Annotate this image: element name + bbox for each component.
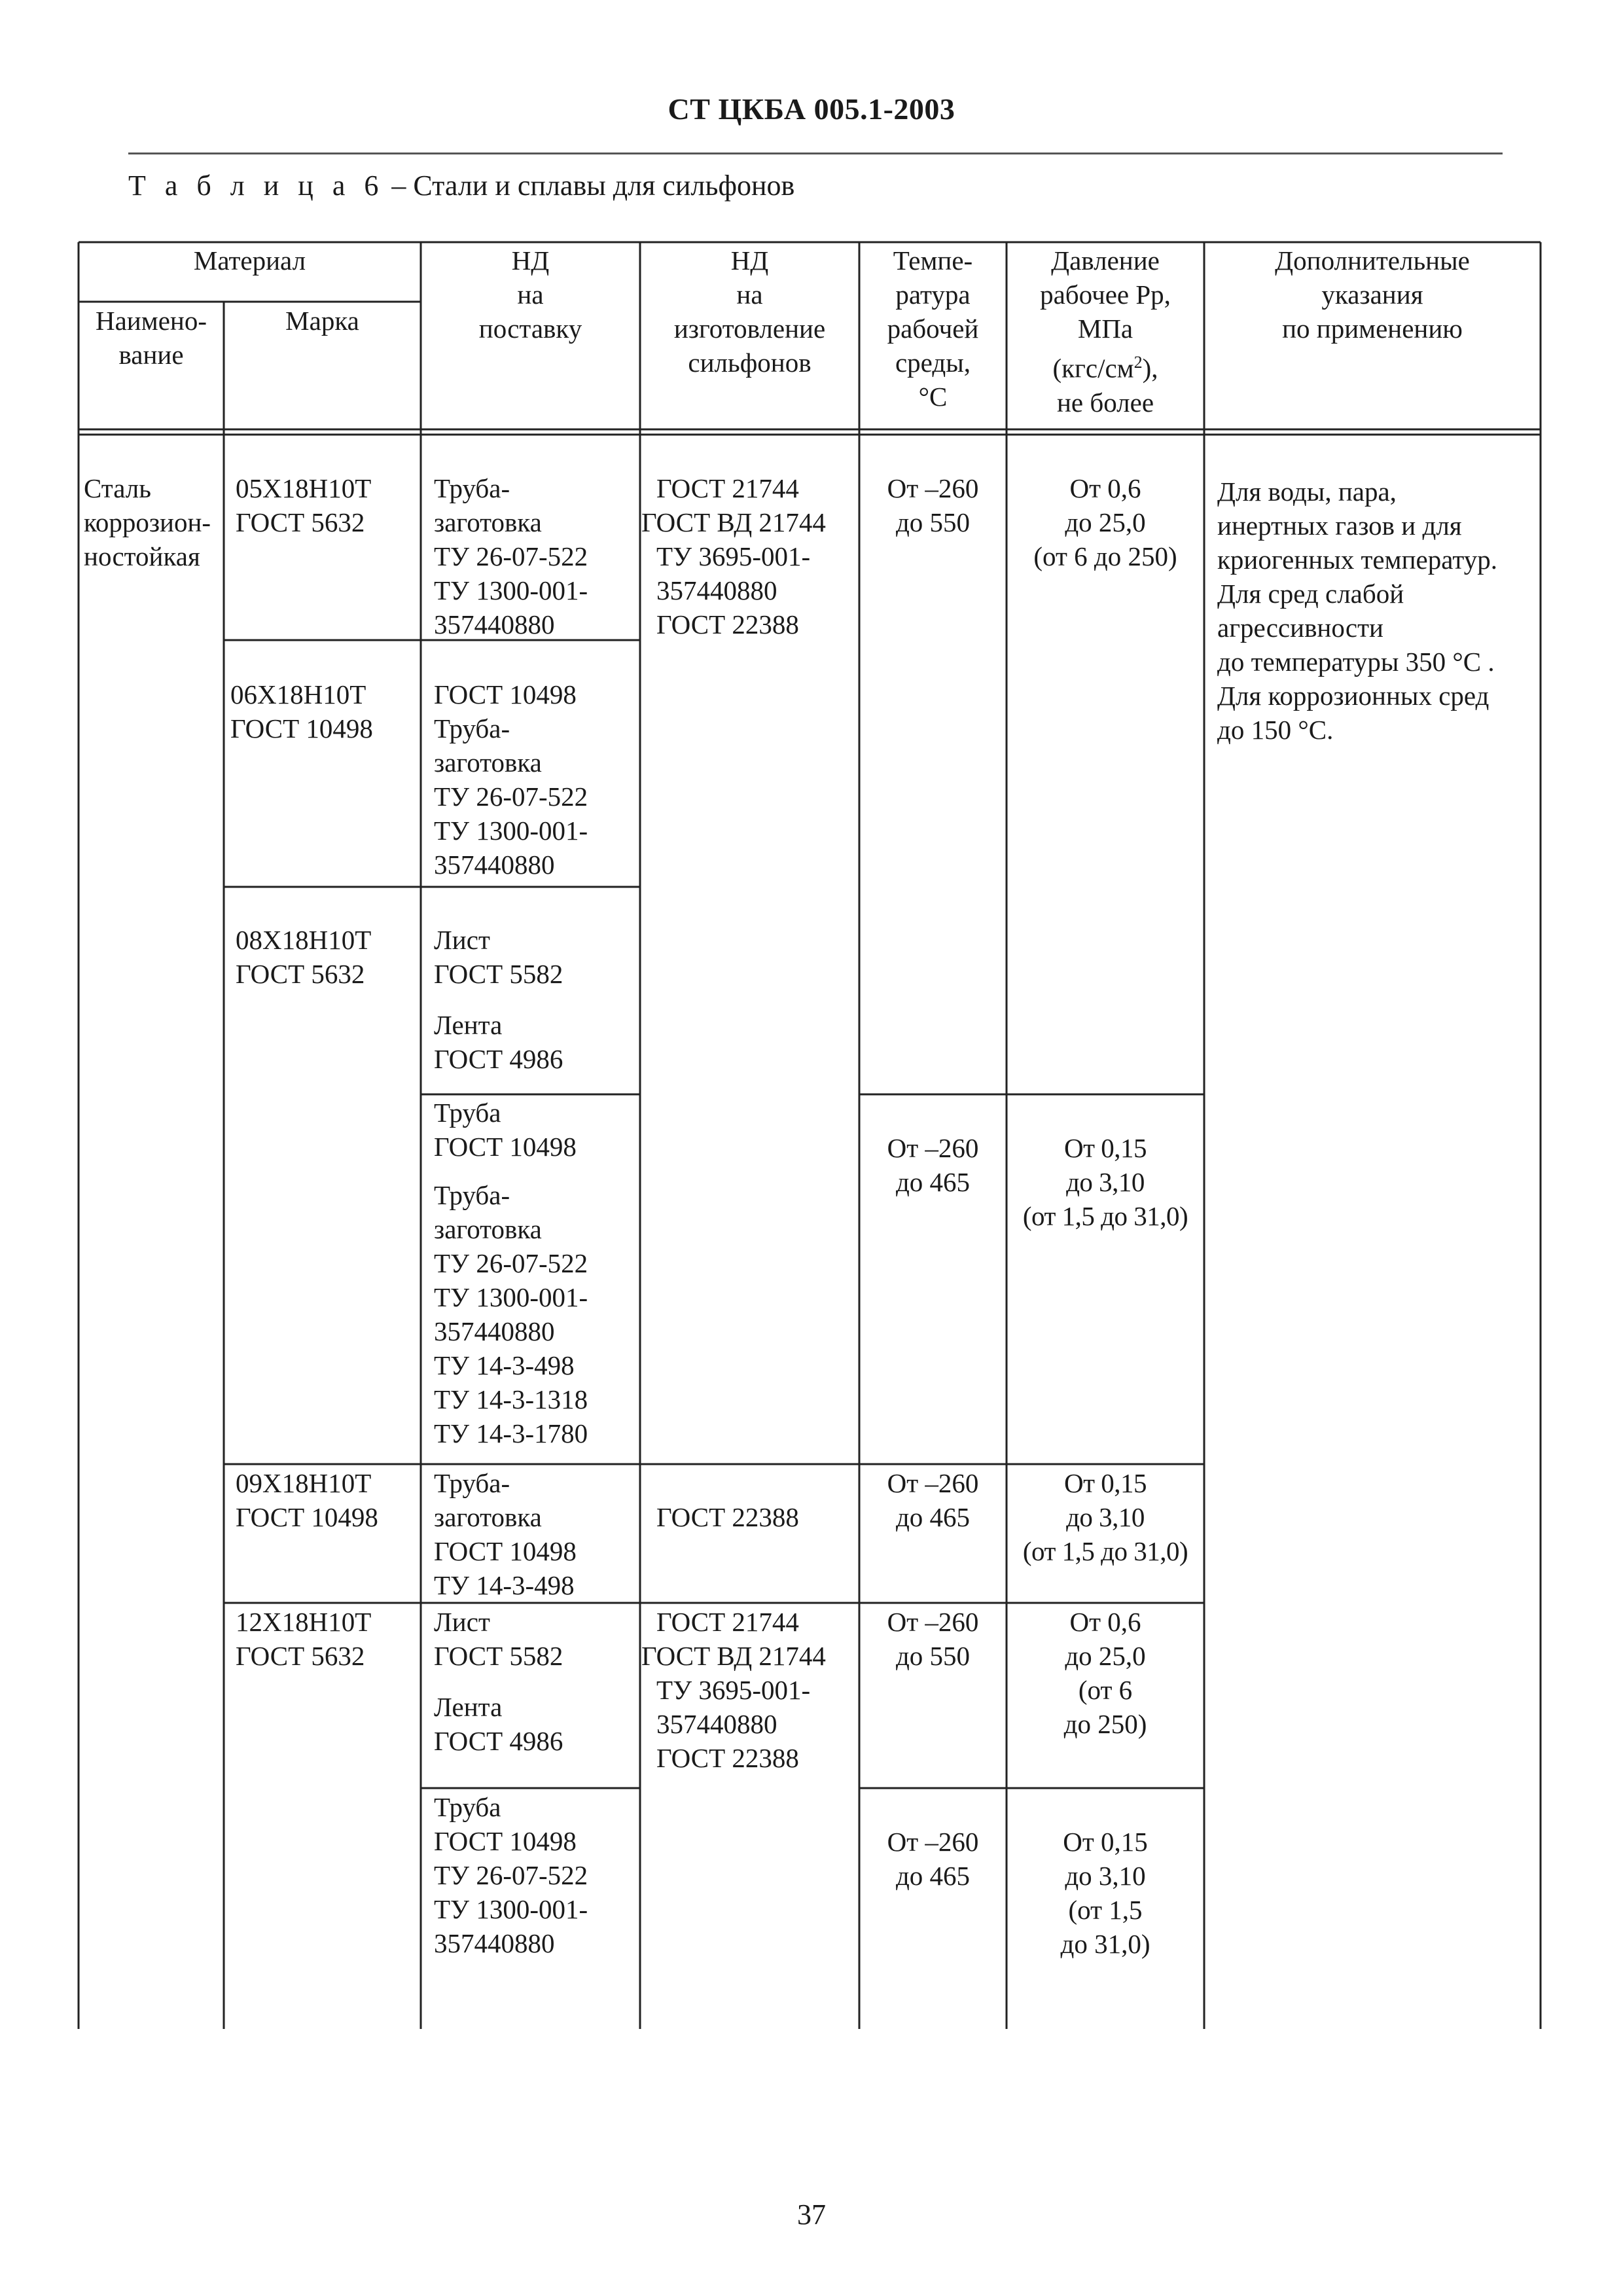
temperature-row-4: От –260 до 550 [887,1607,979,1671]
supply-row-5: Труба- заготовка ГОСТ 10498 ТУ 14-3-498 [434,1468,577,1600]
manufacture-group-1-gost-vd: ГОСТ ВД 21744 [641,507,826,537]
header-pressure-main: Давление рабочее Рр, МПа [1040,245,1171,344]
header-pressure-unit-end: ), [1142,353,1158,384]
grade-06x18n10t: 06Х18Н10Т ГОСТ 10498 [230,679,373,744]
supply-row-4-billet: Труба- заготовка ТУ 26-07-522 ТУ 1300-001- 357440880 ТУ 14-3-498 ТУ 14-3-1318 ТУ 14-3-1780 [434,1180,588,1448]
supply-row-6-strip: Лента ГОСТ 4986 [434,1692,563,1756]
header-pressure-unit: (кгс/см [1052,353,1134,384]
manufacture-group-3-gost-vd: ГОСТ ВД 21744 [641,1641,826,1671]
grade-05x18n10t: 05Х18Н10Т ГОСТ 5632 [236,473,372,537]
temperature-row-1: От –260 до 550 [887,473,979,537]
grade-12x18n10t: 12Х18Н10Т ГОСТ 5632 [236,1607,372,1671]
header-pressure-limit: не более [1056,387,1154,418]
manufacture-group-3-rest: 357440880 ГОСТ 22388 [656,1709,799,1773]
temperature-row-5: От –260 до 465 [887,1827,979,1891]
temperature-row-3: От –260 до 465 [887,1468,979,1532]
header-grade: Марка [285,306,359,336]
pressure-row-3: От 0,15 до 3,10 (от 1,5 до 31,0) [1022,1468,1188,1566]
page-number: 37 [797,2198,826,2231]
usage-notes: Для воды, пара, инертных газов и для криогенных температур. Для сред слабой агрессивности до температуры 350 °С . Для коррозионных сред до 150 °С. [1217,476,1497,745]
manufacture-group-2: ГОСТ 22388 [656,1502,799,1532]
pressure-row-1: От 0,6 до 25,0 (от 6 до 250) [1033,473,1177,571]
header-pressure [1007,243,1204,420]
grade-08x18n10t: 08Х18Н10Т ГОСТ 5632 [236,925,372,989]
supply-row-2: ГОСТ 10498 Труба- заготовка ТУ 26-07-522 ТУ 1300-001- 357440880 [434,679,588,880]
manufacture-group-3-gost: ГОСТ 21744 [656,1607,799,1637]
supply-row-6-sheet: Лист ГОСТ 5582 [434,1607,563,1671]
header-notes: Дополнительные указания по применению [1275,245,1470,344]
manufacture-group-1-gost: ГОСТ 21744 [656,473,799,503]
supply-row-3-strip: Лента ГОСТ 4986 [434,1010,563,1074]
material-name: Сталь коррозион- ностойкая [84,473,211,571]
pressure-row-5: От 0,15 до 3,10 (от 1,5 до 31,0) [1060,1827,1150,1959]
supply-row-4-tube: Труба ГОСТ 10498 [434,1098,577,1162]
manufacture-group-1-rest: ТУ 3695-001- 357440880 ГОСТ 22388 [656,541,811,639]
document-header: СТ ЦКБА 005.1-2003 [668,92,955,126]
header-material: Материал [193,245,306,276]
header-pressure-sup: 2 [1133,353,1143,372]
grade-09x18n10t: 09Х18Н10Т ГОСТ 10498 [236,1468,378,1532]
table-caption-label: Т а б л и ц а 6 [128,170,385,202]
header-nd-supply: НД на поставку [478,245,582,344]
header-nd-manufacture: НД на изготовление сильфонов [673,245,826,378]
manufacture-group-3-tu: ТУ 3695-001- [656,1675,811,1705]
supply-row-7: Труба ГОСТ 10498 ТУ 26-07-522 ТУ 1300-001- 357440880 [434,1792,588,1958]
header-name: Наимено- вание [96,306,207,370]
table-caption-title: – Стали и сплавы для сильфонов [384,170,795,202]
header-temperature: Темпе- ратура рабочей среды, °С [887,245,979,412]
temperature-row-2: От –260 до 465 [887,1133,979,1197]
pressure-row-4: От 0,6 до 25,0 (от 6 до 250) [1063,1607,1147,1739]
supply-row-1: Труба- заготовка ТУ 26-07-522 ТУ 1300-001- 357440880 [434,473,588,639]
pressure-row-2: От 0,15 до 3,10 (от 1,5 до 31,0) [1022,1133,1188,1231]
supply-row-3-sheet: Лист ГОСТ 5582 [434,925,563,989]
